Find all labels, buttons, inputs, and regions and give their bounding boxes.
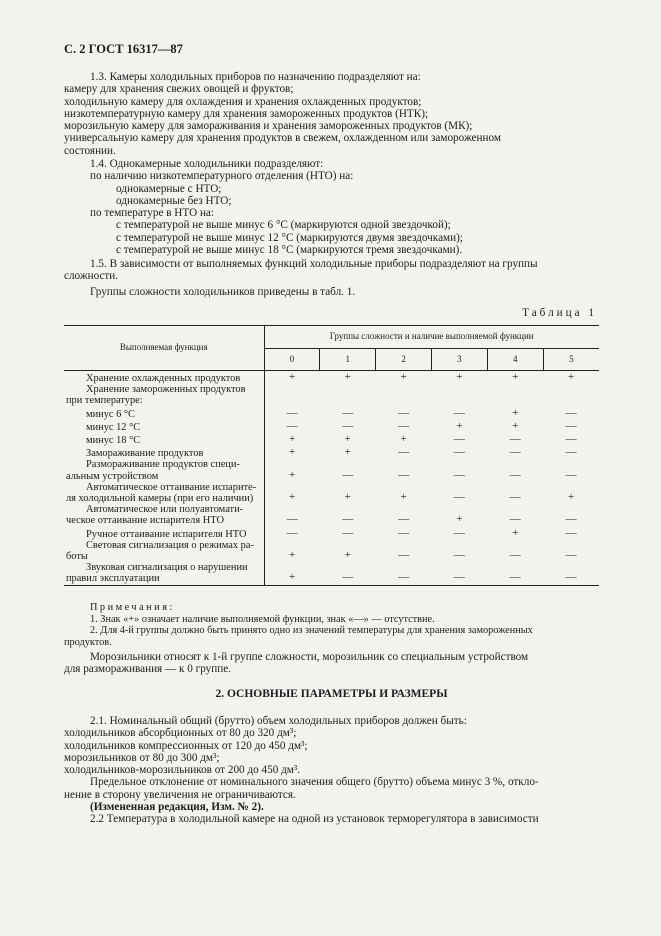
value-cell: + [344, 433, 351, 446]
table-row [64, 540, 599, 562]
text-line: однокамерные без НТО; [116, 194, 232, 207]
value-cell: — [398, 526, 410, 539]
function-text: Световая сигнализация о режимах ра- [86, 539, 254, 551]
value-cell: + [289, 549, 296, 562]
value-cell: — [286, 526, 298, 539]
value-cell: + [512, 526, 519, 539]
group-header: 3 [431, 349, 487, 371]
function-text-cont: ля холодильной камеры (при его наличии) [66, 493, 254, 505]
value-cell: + [567, 491, 575, 504]
value-cell: — [565, 526, 577, 539]
section-title: 2. ОСНОВНЫЕ ПАРАМЕТРЫ И РАЗМЕРЫ [215, 688, 448, 700]
function-cell [64, 384, 264, 406]
text-line: 1.4. Однокамерные холодильники подразделяют: [90, 158, 324, 170]
value-cell: + [512, 371, 519, 383]
text-line: камеру для хранения свежих овощей и фруктов; [64, 83, 294, 96]
value-cell: — [398, 419, 410, 432]
value-cell: + [289, 468, 296, 481]
text-line: Группы сложности холодильников приведены в табл. 1. [90, 285, 356, 298]
amendment-note: (Измененная редакция, Изм. № 2). [90, 801, 264, 814]
value-cell: — [509, 446, 521, 459]
value-cell: — [398, 446, 410, 459]
note-1: 1. Знак «+» означает наличие выполняемой функции, знак «—» — отсутствие. [90, 613, 435, 625]
notes-title: Примечания: [90, 602, 175, 613]
text-line: с температурой не выше минус 12 °С (маркируются двумя звездочками); [116, 231, 463, 244]
table-body [64, 371, 599, 586]
value-cell: + [344, 371, 351, 383]
value-cell [487, 384, 543, 406]
function-text: минус 6 °С [86, 408, 135, 420]
text-line: морозильников от 80 до 300 дм³; [64, 751, 220, 764]
text-line: универсальную камеру для хранения продуктов в свежем, охлажденном или замороженном [64, 132, 501, 145]
value-cell: + [400, 371, 407, 383]
text-line: с температурой не выше минус 6 °С (маркируются одной звездочкой); [116, 219, 451, 232]
value-cell: + [344, 446, 351, 459]
value-cell: — [342, 468, 354, 481]
value-cell: + [567, 371, 575, 383]
value-cell [543, 384, 599, 406]
text-line: состоянии. [64, 144, 116, 157]
table-row [64, 504, 599, 526]
paragraph-freezers [64, 651, 599, 676]
text-line: морозильную камеру для замораживания и хранения замороженных продуктов (МК); [64, 120, 473, 133]
value-cell: — [342, 419, 354, 432]
table-row [64, 371, 599, 385]
value-cell: — [453, 549, 465, 562]
text-line: с температурой не выше минус 18 °С (маркируются тремя звездочками). [116, 244, 463, 257]
function-text-cont: при температуре: [66, 395, 143, 407]
value-cell [431, 384, 487, 406]
text-line: низкотемпературную камеру для хранения замороженных продуктов (НТК); [64, 107, 429, 120]
value-cell: — [398, 513, 410, 526]
function-text: Размораживание продуктов специ- [86, 459, 240, 471]
text-line: 1.3. Камеры холодильных приборов по назначению подразделяют на: [90, 71, 421, 83]
value-cell: — [565, 446, 577, 459]
value-cell: — [509, 491, 521, 504]
value-cell: — [398, 549, 410, 562]
group-header: 4 [487, 349, 543, 371]
value-cell: + [456, 371, 463, 383]
table-row [64, 562, 599, 585]
text-line: Предельное отклонение от номинального значения общего (брутто) объема минус 3 %, откло- [90, 776, 539, 789]
page-header: С. 2 ГОСТ 16317—87 [64, 42, 183, 56]
value-cell: — [453, 433, 465, 446]
value-cell: + [400, 491, 407, 504]
text-line: однокамерные с НТО; [116, 182, 222, 195]
value-cell: — [509, 433, 521, 446]
table-row [64, 527, 599, 540]
function-cell [64, 407, 264, 420]
function-text: Хранение замороженных продуктов [86, 384, 246, 396]
value-cell: + [400, 433, 407, 446]
value-cell: + [344, 491, 351, 504]
function-text: Автоматическое оттаивание испарите- [86, 481, 257, 493]
table-row [64, 446, 599, 459]
table-caption: Таблица 1 [522, 307, 597, 319]
value-cell: + [512, 406, 519, 419]
function-text: Замораживание продуктов [86, 448, 204, 460]
function-cell [64, 562, 264, 585]
value-cell: — [342, 526, 354, 539]
group-header: 5 [543, 349, 599, 371]
function-cell [64, 433, 264, 446]
paragraph-2-1 [64, 715, 599, 826]
value-cell: — [565, 406, 577, 419]
group-header: 2 [376, 349, 432, 371]
text-line: 1.5. В зависимости от выполняемых функций холодильные приборы подразделяют на группы [90, 258, 538, 270]
value-cell: — [398, 468, 410, 481]
function-text-cont: боты [66, 551, 88, 563]
text-line: 2.1. Номинальный общий (брутто) объем холодильных приборов должен быть: [90, 715, 467, 727]
column-header-function: Выполняемая функция [64, 326, 264, 371]
value-cell: — [565, 433, 577, 446]
function-cell [64, 459, 264, 481]
table-row [64, 407, 599, 420]
value-cell: + [289, 491, 296, 504]
text-line: нение в сторону увеличения не ограничиваются. [64, 788, 296, 801]
note-2: 2. Для 4-й группы должно быть принято одно из значений температуры для хранения замороженных [90, 625, 533, 636]
function-text: минус 12 °С [86, 421, 141, 433]
value-cell: + [512, 419, 519, 432]
table-notes [64, 602, 599, 648]
text-line: по наличию низкотемпературного отделения (НТО) на: [90, 170, 354, 183]
value-cell: — [509, 549, 521, 562]
text-line: холодильников компрессионных от 120 до 450 дм³; [64, 739, 308, 752]
complexity-table [64, 325, 599, 586]
function-cell [64, 420, 264, 433]
value-cell: — [431, 562, 487, 585]
value-cell: — [565, 468, 577, 481]
paragraph-1-4 [64, 158, 599, 256]
value-cell: — [286, 513, 298, 526]
function-text: Автоматическое или полуавтомати- [86, 504, 244, 516]
note-2-cont: продуктов. [64, 636, 112, 648]
function-cell [64, 482, 264, 504]
text-line: 2.2 Температура в холодильной камере на одной из установок терморегулятора в зависимости [90, 813, 539, 826]
value-cell: + [456, 513, 463, 526]
text-line: для размораживания — к 0 группе. [64, 663, 231, 676]
text-line: сложности. [64, 270, 119, 283]
column-header-groups: Группы сложности и наличие выполняемой функции [264, 326, 599, 349]
table-row [64, 433, 599, 446]
function-cell [64, 540, 264, 562]
value-cell: — [376, 562, 432, 585]
value-cell: — [342, 406, 354, 419]
value-cell: — [453, 446, 465, 459]
function-text-cont: правил эксплуатации [66, 573, 160, 585]
value-cell [264, 384, 320, 406]
value-cell [376, 384, 432, 406]
value-cell: + [289, 433, 296, 446]
value-cell: — [565, 419, 577, 432]
function-text-cont: ческое оттаивание испарителя НТО [66, 515, 224, 527]
function-cell [64, 527, 264, 540]
function-cell [64, 446, 264, 459]
value-cell: — [565, 513, 577, 526]
value-cell: + [344, 549, 351, 562]
value-cell: + [289, 446, 296, 459]
value-cell: — [342, 513, 354, 526]
value-cell: — [453, 491, 465, 504]
value-cell [320, 384, 376, 406]
table-row [64, 420, 599, 433]
value-cell: — [286, 406, 298, 419]
function-cell [64, 371, 264, 385]
paragraph-1-3 [64, 71, 599, 157]
value-cell: + [289, 371, 296, 383]
group-header: 1 [320, 349, 376, 371]
function-text-cont: альным устройством [66, 470, 159, 482]
value-cell: — [453, 526, 465, 539]
group-header: 0 [264, 349, 320, 371]
value-cell: — [509, 513, 521, 526]
value-cell: — [543, 562, 599, 585]
value-cell: — [398, 406, 410, 419]
function-text: Ручное оттаивание испарителя НТО [86, 528, 247, 540]
paragraph-1-5 [64, 258, 599, 298]
text-line: холодильников-морозильников от 200 до 450 дм³. [64, 764, 301, 777]
value-cell: — [487, 562, 543, 585]
function-text: Хранение охлажденных продуктов [86, 373, 241, 384]
value-cell: — [453, 468, 465, 481]
table-row [64, 384, 599, 406]
table-row [64, 482, 599, 504]
text-line: холодильников абсорбционных от 80 до 320 дм³; [64, 727, 297, 740]
value-cell: — [286, 419, 298, 432]
value-cell: + [264, 562, 320, 585]
function-cell [64, 504, 264, 526]
function-text: Звуковая сигнализация о нарушении [86, 562, 248, 574]
text-line: Морозильники относят к 1-й группе сложности, морозильник со специальным устройством [90, 651, 529, 663]
table-row [64, 459, 599, 481]
value-cell: — [320, 562, 376, 585]
text-line: холодильную камеру для охлаждения и хранения охлажденных продуктов; [64, 95, 422, 108]
value-cell: + [456, 419, 463, 432]
value-cell: — [453, 406, 465, 419]
value-cell: — [565, 549, 577, 562]
value-cell: — [509, 468, 521, 481]
function-text: минус 18 °С [86, 435, 141, 447]
text-line: по температуре в НТО на: [90, 207, 215, 220]
